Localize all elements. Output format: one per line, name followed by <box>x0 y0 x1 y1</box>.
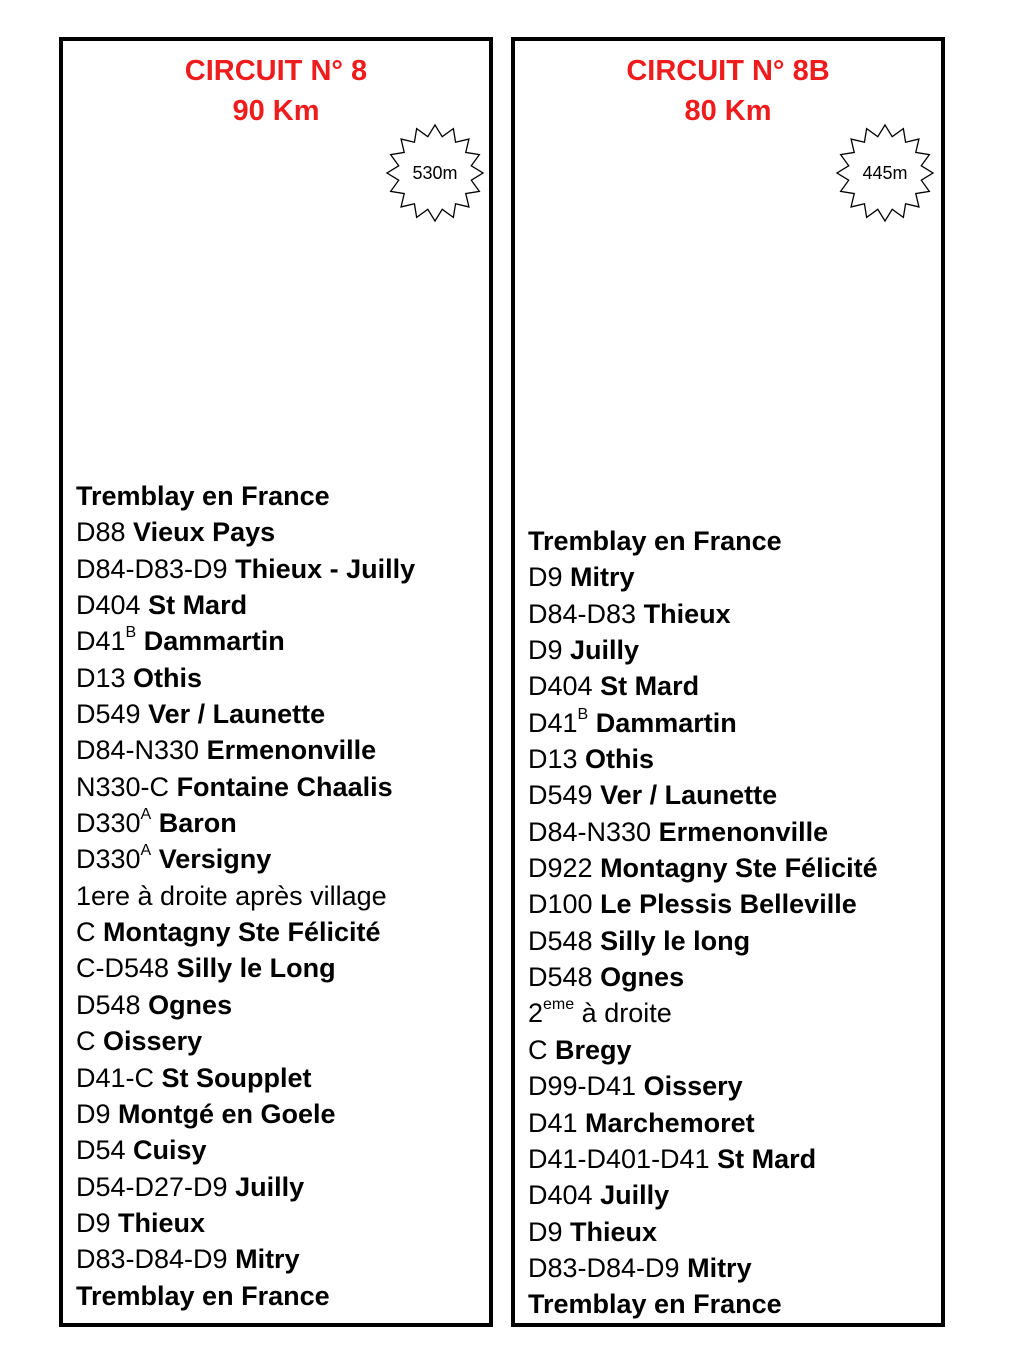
road-code: N330-C <box>76 771 170 802</box>
place-name: Tremblay en France <box>76 481 330 511</box>
place-name: Ermenonville <box>658 816 829 847</box>
route-step <box>76 696 481 732</box>
circuit-distance: 90 Km <box>232 95 320 127</box>
route-step <box>76 769 481 805</box>
place-name: Thieux - Juilly <box>235 553 416 584</box>
place-name: Ognes <box>148 989 233 1020</box>
route-step <box>76 1278 481 1314</box>
route-step <box>76 1205 481 1241</box>
road-code: D9 <box>528 635 563 666</box>
place-name: St Soupplet <box>161 1062 312 1093</box>
road-code: D83-D84-D9 <box>528 1252 680 1283</box>
route-step <box>528 777 933 813</box>
road-code: D41 <box>528 1107 578 1138</box>
place-name: Oissery <box>103 1026 203 1057</box>
road-code: D84-D83-D9 <box>76 553 228 584</box>
route-step <box>76 878 481 914</box>
route-step <box>76 478 481 514</box>
road-code: D41 <box>528 707 578 738</box>
route-list <box>76 478 481 1314</box>
road-code: D54-D27-D9 <box>76 1171 228 1202</box>
place-name: Montgé en Goele <box>118 1098 336 1129</box>
route-step <box>528 995 933 1031</box>
circuit-title: CIRCUIT N° 8 <box>184 55 368 87</box>
road-code: D100 <box>528 889 593 920</box>
route-step <box>528 1250 933 1286</box>
road-code: D84-D83 <box>528 598 637 629</box>
road-code: D13 <box>76 662 126 693</box>
route-step <box>528 959 933 995</box>
place-name: Mitry <box>235 1244 300 1275</box>
road-code: 1ere à droite après village <box>76 880 387 911</box>
route-step <box>76 1023 481 1059</box>
route-step <box>76 660 481 696</box>
place-name: Ver / Launette <box>600 780 778 811</box>
route-step <box>76 551 481 587</box>
place-name: Mitry <box>687 1252 752 1283</box>
place-name: Ognes <box>600 962 685 993</box>
route-step <box>528 705 933 741</box>
road-code: C <box>528 1034 548 1065</box>
route-step <box>528 1032 933 1068</box>
place-name: St Mard <box>148 590 248 621</box>
route-step <box>76 1096 481 1132</box>
place-name: St Mard <box>600 671 700 702</box>
road-code: D922 <box>528 853 593 884</box>
place-name: Thieux <box>643 598 731 629</box>
road-code: D83-D84-D9 <box>76 1244 228 1275</box>
road-code: D99-D41 <box>528 1071 637 1102</box>
route-step <box>528 668 933 704</box>
route-step <box>76 1241 481 1277</box>
place-name: Mitry <box>570 562 635 593</box>
place-name: Othis <box>133 662 203 693</box>
road-code: D84-N330 <box>76 735 200 766</box>
route-step <box>76 1132 481 1168</box>
road-code: D330 <box>76 808 141 839</box>
route-step <box>528 850 933 886</box>
place-name: St Mard <box>717 1143 817 1174</box>
road-code: C-D548 <box>76 953 170 984</box>
route-step <box>76 805 481 841</box>
route-step <box>76 987 481 1023</box>
route-step <box>76 587 481 623</box>
route-step <box>76 914 481 950</box>
place-name: Vieux Pays <box>133 517 276 548</box>
road-superscript: eme <box>543 996 575 1014</box>
circuit-8-panel <box>59 37 493 1327</box>
road-code: D404 <box>528 1180 593 1211</box>
circuit-8b-panel <box>511 37 945 1327</box>
road-code: D88 <box>76 517 126 548</box>
road-superscript: A <box>140 842 152 860</box>
route-step <box>528 886 933 922</box>
place-name: Bregy <box>555 1034 632 1065</box>
route-step <box>528 632 933 668</box>
place-name: Montagny Ste Félicité <box>600 853 878 884</box>
road-code: D404 <box>76 590 141 621</box>
route-step <box>76 1060 481 1096</box>
road-code: D9 <box>528 1216 563 1247</box>
road-code: D41 <box>76 626 126 657</box>
place-name: Othis <box>585 744 655 775</box>
route-step <box>528 1105 933 1141</box>
place-name: Tremblay en France <box>528 526 782 556</box>
place-name: Silly le long <box>600 925 751 956</box>
elevation-value: 445m <box>862 163 908 183</box>
route-step <box>76 732 481 768</box>
place-name: Juilly <box>600 1180 670 1211</box>
place-name: Cuisy <box>133 1135 207 1166</box>
place-name: Ver / Launette <box>148 699 326 730</box>
elevation-badge <box>835 123 935 223</box>
place-name: Thieux <box>570 1216 658 1247</box>
route-step <box>528 1141 933 1177</box>
road-code: D54 <box>76 1135 126 1166</box>
road-code: D13 <box>528 744 578 775</box>
road-code: D41-D401-D41 <box>528 1143 710 1174</box>
circuit-distance: 80 Km <box>684 95 772 127</box>
road-code: D9 <box>76 1098 111 1129</box>
place-name: Oissery <box>643 1071 743 1102</box>
route-step <box>76 950 481 986</box>
place-name: Dammartin <box>595 707 737 738</box>
road-code: D9 <box>76 1207 111 1238</box>
place-name: Marchemoret <box>585 1107 755 1138</box>
route-step <box>528 1286 933 1322</box>
place-name: Thieux <box>118 1207 206 1238</box>
road-code: D549 <box>76 699 141 730</box>
road-code: D41-C <box>76 1062 155 1093</box>
place-name: Fontaine Chaalis <box>176 771 393 802</box>
route-step <box>528 741 933 777</box>
road-code: D548 <box>528 962 593 993</box>
place-name: Juilly <box>235 1171 305 1202</box>
route-step <box>528 523 933 559</box>
route-step <box>76 841 481 877</box>
road-code: D9 <box>528 562 563 593</box>
road-code: D330 <box>76 844 141 875</box>
place-name: Montagny Ste Félicité <box>103 917 381 948</box>
route-step <box>528 814 933 850</box>
road-code: C <box>76 917 96 948</box>
elevation-badge <box>385 123 485 223</box>
road-code: D548 <box>76 989 141 1020</box>
route-step <box>76 514 481 550</box>
direction-note: à droite <box>581 998 672 1029</box>
place-name: Tremblay en France <box>528 1289 782 1320</box>
route-step <box>528 559 933 595</box>
elevation-value: 530m <box>412 163 458 183</box>
road-code: 2 <box>528 998 544 1029</box>
route-step <box>528 1214 933 1250</box>
route-list <box>528 523 933 1323</box>
route-step <box>528 1068 933 1104</box>
route-step <box>76 1169 481 1205</box>
circuit-title: CIRCUIT N° 8B <box>626 55 830 87</box>
place-name: Ermenonville <box>206 735 377 766</box>
road-code: C <box>76 1026 96 1057</box>
place-name: Baron <box>158 808 237 839</box>
road-superscript: B <box>125 624 137 642</box>
place-name: Le Plessis Belleville <box>600 889 857 920</box>
road-code: D549 <box>528 780 593 811</box>
route-step <box>528 923 933 959</box>
place-name: Silly le Long <box>176 953 336 984</box>
route-step <box>76 623 481 659</box>
road-code: D84-N330 <box>528 816 652 847</box>
place-name: Tremblay en France <box>76 1280 330 1311</box>
road-superscript: B <box>577 705 589 723</box>
circuit-header <box>63 51 489 131</box>
road-code: D404 <box>528 671 593 702</box>
route-step <box>528 596 933 632</box>
place-name: Dammartin <box>143 626 285 657</box>
road-code: D548 <box>528 925 593 956</box>
road-superscript: A <box>140 806 152 824</box>
place-name: Juilly <box>570 635 640 666</box>
route-step <box>528 1177 933 1213</box>
place-name: Versigny <box>158 844 272 875</box>
circuit-header <box>515 51 941 131</box>
